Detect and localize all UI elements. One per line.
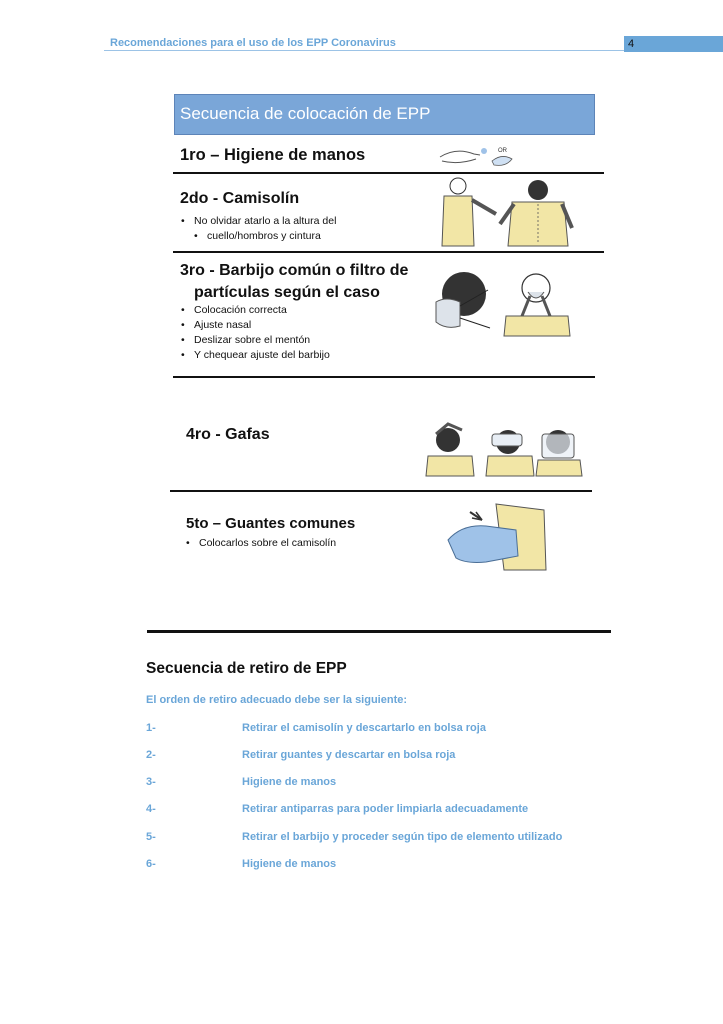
header-rule	[104, 50, 624, 51]
step-2-title: 2do - Camisolín	[180, 190, 300, 207]
list-item-number: 6-	[146, 858, 156, 870]
separator	[173, 376, 595, 378]
bullet: • Colocarlos sobre el camisolín	[186, 536, 336, 551]
hand-hygiene-illustration	[436, 141, 516, 173]
list-item-text: Retirar antiparras para poder limpiarla adecuadamente	[242, 803, 529, 815]
list-item-number: 5-	[146, 831, 156, 843]
page-number: 4	[624, 36, 723, 52]
separator	[173, 172, 604, 174]
separator	[170, 490, 592, 492]
step-3-title-line1: 3ro - Barbijo común o filtro de	[180, 262, 409, 279]
list-item-number: 1-	[146, 722, 156, 734]
bullet: • cuello/hombros y cintura	[181, 229, 336, 244]
bullet: • Colocación correcta	[181, 303, 330, 318]
list-item-number: 2-	[146, 749, 156, 761]
section-divider	[147, 630, 611, 633]
step-2-bullets	[181, 214, 336, 244]
gloves-illustration	[446, 500, 550, 572]
step-4-title: 4ro - Gafas	[186, 426, 270, 443]
step-5-bullets	[186, 536, 336, 551]
list-item-text: Higiene de manos	[242, 776, 337, 788]
list-item-number: 4-	[146, 803, 156, 815]
bullet: • No olvidar atarlo a la altura del	[181, 214, 336, 229]
list-item-text: Retirar guantes y descartar en bolsa roja	[242, 749, 456, 761]
step-3-bullets	[181, 303, 330, 363]
bullet: • Y chequear ajuste del barbijo	[181, 348, 330, 363]
section-title: Secuencia de retiro de EPP	[146, 660, 347, 677]
list-item-text: Retirar el barbijo y proceder según tipo de elemento utilizado	[242, 831, 563, 843]
goggles-illustration	[408, 420, 590, 478]
bullet: • Ajuste nasal	[181, 318, 330, 333]
step-1-title: 1ro – Higiene de manos	[180, 146, 366, 164]
bullet: • Deslizar sobre el mentón	[181, 333, 330, 348]
list-item-number: 3-	[146, 776, 156, 788]
separator	[173, 251, 604, 253]
list-item-text: Higiene de manos	[242, 858, 337, 870]
section-intro: El orden de retiro adecuado debe ser la siguiente:	[146, 694, 408, 706]
list-item-text: Retirar el camisolín y descartarlo en bolsa roja	[242, 722, 486, 734]
step-3-title-line2: partículas según el caso	[194, 284, 380, 301]
gown-illustration	[434, 176, 574, 248]
or-label: OR	[498, 148, 507, 154]
page-header-title: Recomendaciones para el uso de los EPP Coronavirus	[110, 37, 396, 49]
poster-title: Secuencia de colocación de EPP	[174, 94, 595, 135]
respirator-illustration	[432, 266, 572, 338]
step-5-title: 5to – Guantes comunes	[186, 515, 356, 532]
